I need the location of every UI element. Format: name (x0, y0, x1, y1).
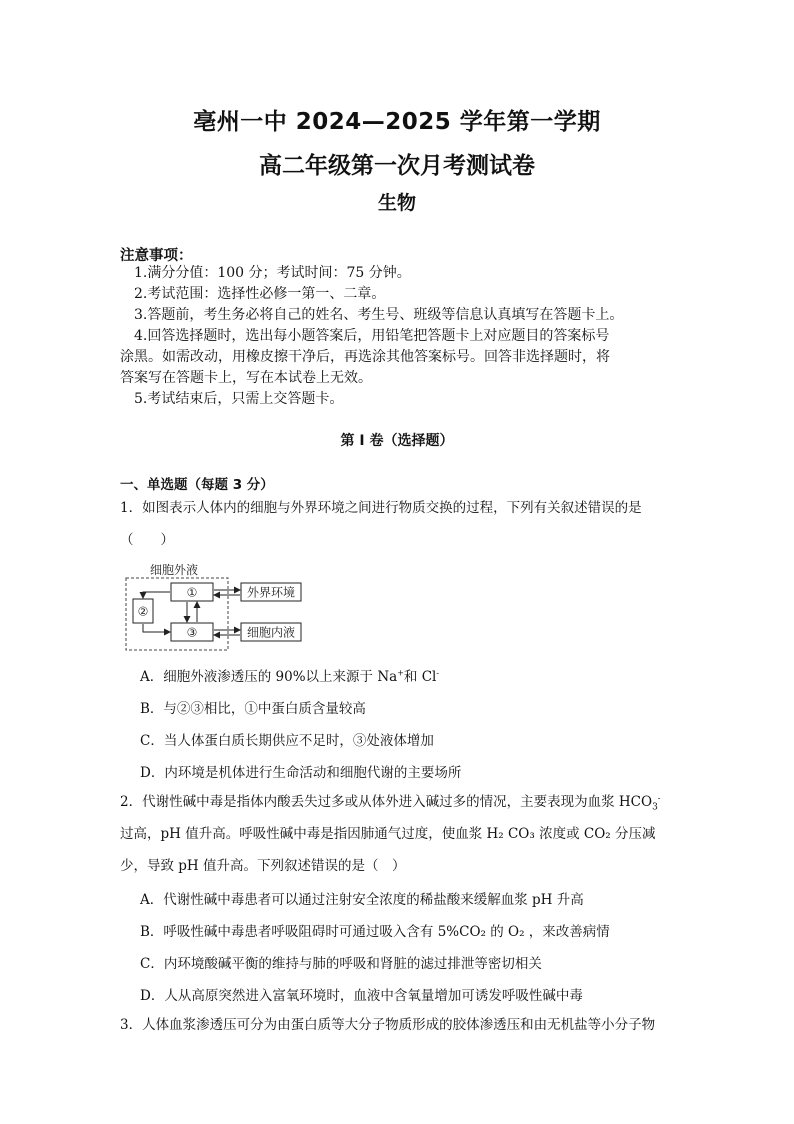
notice-item-2: 2.考试范围：选择性必修一第一、二章。 (134, 286, 386, 302)
notice-item-4-line-3: 答案写在答题卡上，写在本试卷上无效。 (120, 370, 372, 386)
notice-item-4-line-1: 4.回答选择题时，选出每小题答案后，用铅笔把答题卡上对应题目的答案标号 (134, 328, 610, 344)
diagram-arrow-2-to-3 (143, 624, 170, 632)
exam-title-school: 亳州一中 2024—2025 学年第一学期 (193, 109, 601, 135)
q1-paren: （ ） (120, 532, 174, 548)
section-heading: 一、单选题（每题 3 分） (120, 477, 274, 493)
q1-exchange-diagram (124, 562, 314, 654)
q2-option-a[interactable]: A．代谢性碱中毒患者可以通过注射安全浓度的稀盐酸来缓解血浆 pH 升高 (140, 892, 584, 908)
q1-option-d[interactable]: D．内环境是机体进行生命活动和细胞代谢的主要场所 (140, 765, 462, 781)
q2-stem-line-1: 2．代谢性碱中毒是指体内酸丢失过多或从体外进入碱过多的情况，主要表现为血浆 $HCO_3^-$ (120, 793, 661, 813)
q1-option-b[interactable]: B．与②③相比，①中蛋白质含量较高 (140, 701, 366, 717)
diagram-arrow-1-to-2 (143, 592, 170, 598)
q1-option-c[interactable]: C．当人体蛋白质长期供应不足时，③处液体增加 (140, 733, 434, 749)
notice-item-4-line-2: 涂黑。如需改动，用橡皮擦干净后，再选涂其他答案标号。回答非选择题时，将 (120, 349, 610, 365)
diagram-external-label: 外界环境 (246, 585, 296, 600)
notice-item-1: 1.满分分值：100 分；考试时间：75 分钟。 (134, 265, 411, 281)
exam-title-grade: 高二年级第一次月考测试卷 (259, 153, 535, 179)
q2-stem-line-3: 少，导致 pH 值升高。下列叙述错误的是（ ） (120, 858, 406, 874)
diagram-label-extracellular: 细胞外液 (150, 563, 199, 577)
notice-heading: 注意事项： (120, 248, 193, 264)
q1-option-a[interactable]: A．细胞外液渗透压的 90%以上来源于 Na+和 Cl- (140, 668, 440, 685)
diagram-intracellular-label: 细胞内液 (246, 625, 296, 640)
q2-stem-line-2: 过高，pH 值升高。呼吸性碱中毒是指因肺通气过度，使血浆 H₂ CO₃ 浓度或 CO₂ 分压减 (120, 826, 656, 842)
notice-item-3: 3.答题前，考生务必将自己的姓名、考生号、班级等信息认真填写在答题卡上。 (134, 307, 624, 323)
notice-item-5: 5.考试结束后，只需上交答题卡。 (134, 391, 344, 407)
q1-stem: 1．如图表示人体内的细胞与外界环境之间进行物质交换的过程，下列有关叙述错误的是 (120, 500, 642, 516)
notice-list (120, 263, 680, 410)
q3-stem-line-1: 3．人体血浆渗透压可分为由蛋白质等大分子物质形成的胶体渗透压和由无机盐等小分子物 (120, 1017, 656, 1033)
q2-option-c[interactable]: C．内环境酸碱平衡的维持与肺的呼吸和肾脏的滤过排泄等密切相关 (140, 956, 542, 972)
diagram-box-2-label: ② (137, 604, 149, 619)
exam-subject: 生物 (377, 192, 416, 214)
volume-heading: 第 I 卷（选择题） (340, 433, 454, 449)
diagram-box-1-label: ① (186, 585, 198, 600)
q2-option-b[interactable]: B．呼吸性碱中毒患者呼吸阻碍时可通过吸入含有 5%CO₂ 的 O₂ ，来改善病情 (140, 924, 610, 940)
q2-option-d[interactable]: D．人从高原突然进入富氧环境时，血液中含氧量增加可诱发呼吸性碱中毒 (140, 988, 583, 1004)
diagram-box-3-label: ③ (186, 625, 198, 640)
